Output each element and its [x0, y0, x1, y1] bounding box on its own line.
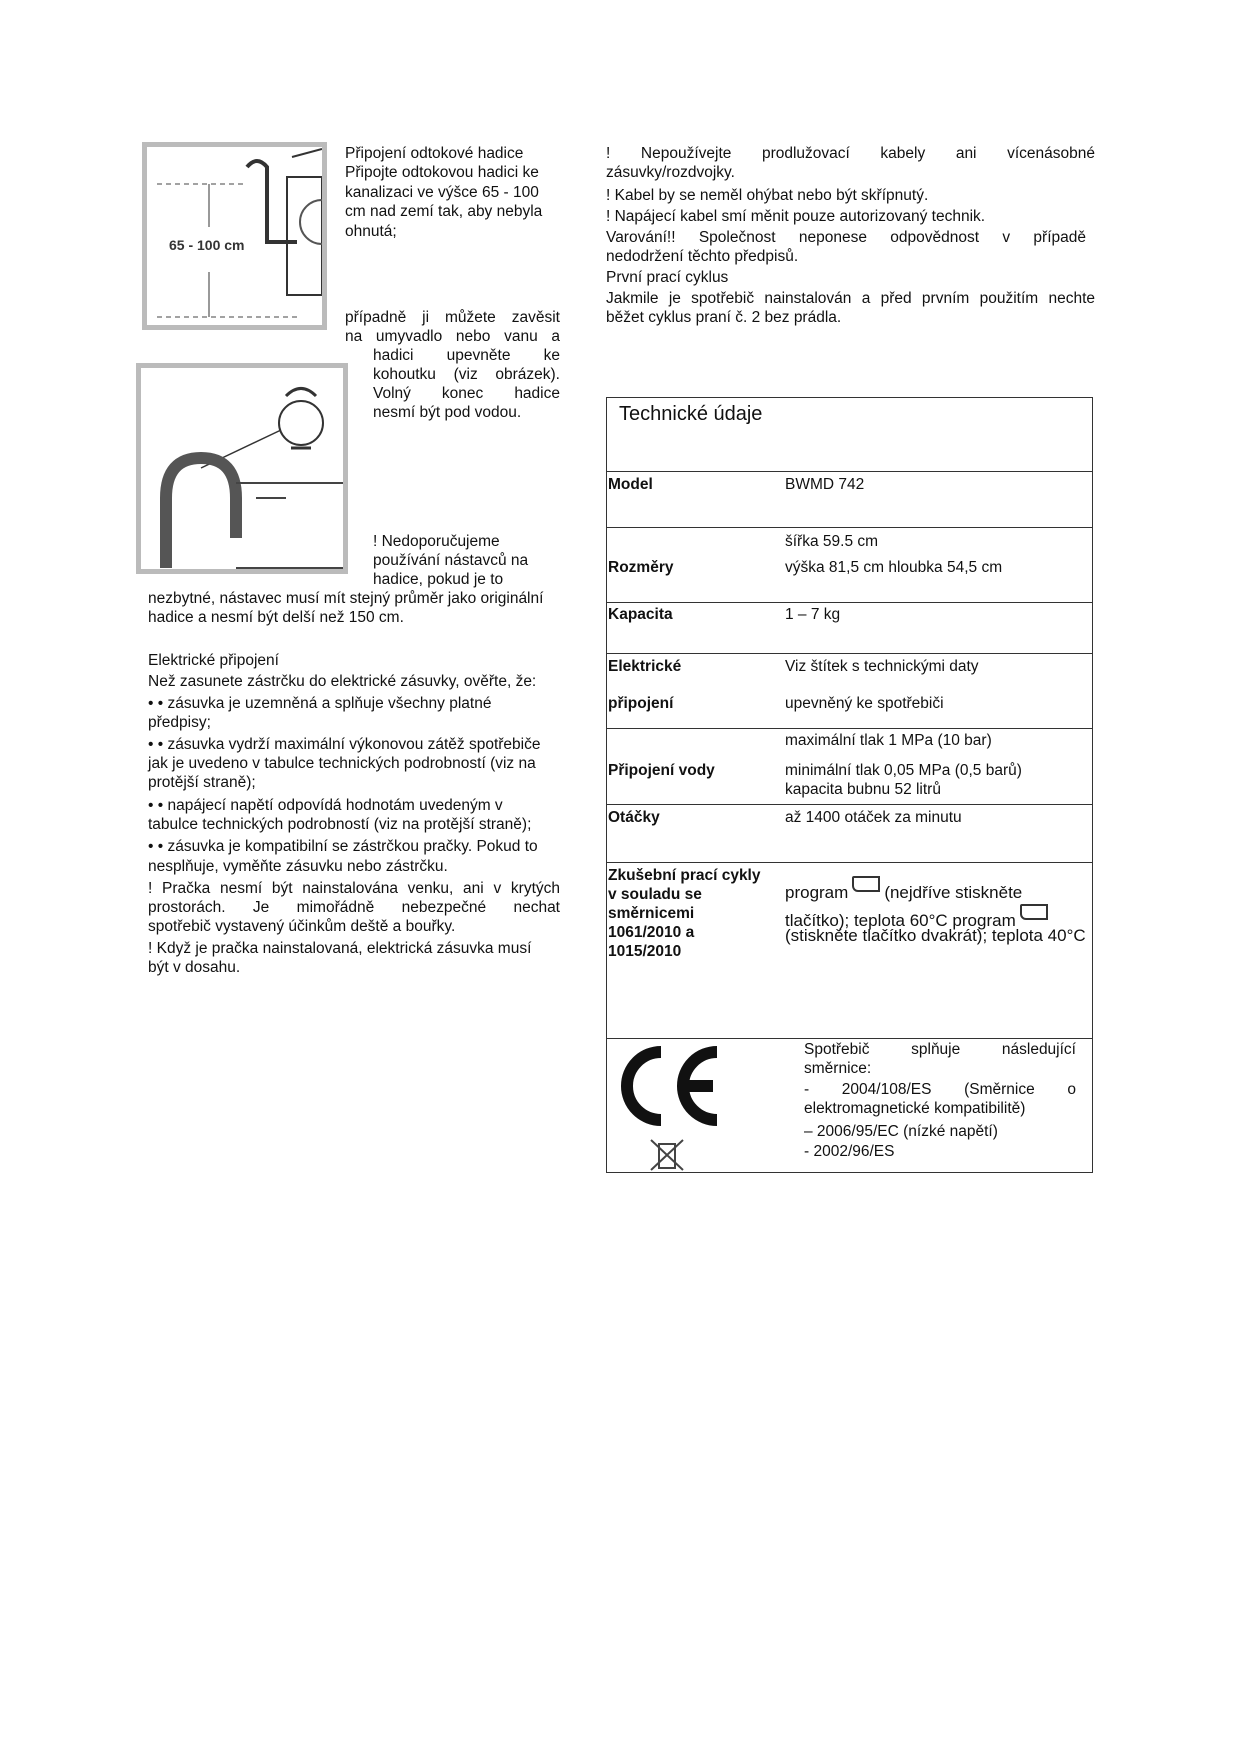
electric-text: protější straně);: [148, 774, 256, 791]
right-column-text: Varování!! Společnost neponese odpovědnost v případě: [606, 229, 1086, 246]
ce-logo: [617, 1046, 723, 1126]
drain-height-label: 65 - 100 cm: [169, 237, 245, 253]
drain-height-figure: [142, 142, 327, 330]
hose-hook-figure: [136, 363, 348, 574]
electric-text: • • zásuvka vydrží maximální výkonovou zátěž spotřebiče: [148, 736, 541, 753]
right-column-text: běžet cyklus praní č. 2 bez prádla.: [606, 309, 842, 326]
drain-text: ohnutá;: [345, 223, 397, 240]
extension-text: ! Nedoporučujeme: [373, 533, 500, 550]
hang-text: nesmí být pod vodou.: [373, 404, 522, 421]
electric-text: prostorách. Je mimořádně nebezpečné nechat: [148, 899, 560, 916]
electric-text: předpisy;: [148, 714, 211, 731]
ce-text: – 2006/95/EC (nízké napětí): [804, 1123, 998, 1140]
water-min: minimální tlak 0,05 MPa (0,5 barů): [785, 762, 1022, 779]
test-label: směrnicemi: [608, 905, 695, 922]
electric-text: • • zásuvka je kompatibilní se zástrčkou pračky. Pokud to: [148, 838, 538, 855]
electric-value: upevněný ke spotřebiči: [785, 695, 944, 712]
ce-text: - 2002/96/ES: [804, 1143, 895, 1160]
test-text: (nejdříve stiskněte: [884, 883, 1023, 902]
capacity-label: Kapacita: [608, 606, 673, 623]
electric-text: tabulce technických podrobností (viz na protější straně);: [148, 816, 532, 833]
right-column-text: nedodržení těchto předpisů.: [606, 248, 799, 265]
drum-capacity: kapacita bubnu 52 litrů: [785, 781, 941, 798]
dims-label: Rozměry: [608, 559, 674, 576]
right-column-text: Jakmile je spotřebič nainstalován a před prvním použitím nechte: [606, 290, 1095, 307]
program-button-icon: [1020, 904, 1048, 920]
electric-text: spotřebič vystavený účinkům deště a bouřky.: [148, 918, 456, 935]
hang-text: případně ji můžete zavěsit: [345, 309, 560, 326]
electric-text: nesplňuje, vyměňte zásuvku nebo zástrčku.: [148, 858, 448, 875]
technical-data-table: [606, 397, 1093, 1173]
test-label: 1015/2010: [608, 943, 682, 960]
hang-text: hadici upevněte ke: [373, 347, 560, 364]
right-column-text: ! Napájecí kabel smí měnit pouze autorizovaný technik.: [606, 208, 986, 225]
drain-text: kanalizaci ve výšce 65 - 100: [345, 184, 539, 201]
capacity-value: 1 – 7 kg: [785, 606, 841, 623]
weee-bin-icon: [649, 1138, 685, 1172]
test-text: tlačítko); teplota 60°C program: [785, 911, 1016, 930]
dims-height-depth: výška 81,5 cm hloubka 54,5 cm: [785, 559, 1003, 576]
test-text: (stiskněte tlačítko dvakrát); teplota 40°C: [785, 926, 1086, 945]
model-label: Model: [608, 476, 653, 493]
program-button-icon: [852, 876, 880, 892]
right-column-text: První prací cyklus: [606, 269, 729, 286]
electric-label: připojení: [608, 695, 674, 712]
drain-text: Připojte odtokovou hadici ke: [345, 164, 539, 181]
electric-title: Elektrické připojení: [148, 652, 279, 669]
electric-text: být v dosahu.: [148, 959, 241, 976]
electric-text: jak je uvedeno v tabulce technických podrobností (viz na: [148, 755, 536, 772]
hang-text: Volný konec hadice: [373, 385, 560, 402]
dims-width: šířka 59.5 cm: [785, 533, 879, 550]
extension-text: hadice, pokud je to: [373, 571, 504, 588]
extension-text: nezbytné, nástavec musí mít stejný průměr jako originální: [148, 590, 544, 607]
test-label: Zkušební prací cykly: [608, 867, 761, 884]
ce-text: elektromagnetické kompatibilitě): [804, 1100, 1026, 1117]
water-label: Připojení vody: [608, 762, 715, 779]
hang-text: na umyvadlo nebo vanu a: [345, 328, 560, 345]
model-value: BWMD 742: [785, 476, 865, 493]
extension-text: hadice a nesmí být delší než 150 cm.: [148, 609, 404, 626]
electric-text: • • zásuvka je uzemněná a splňuje všechny platné: [148, 695, 492, 712]
electric-text: Než zasunete zástrčku do elektrické zásuvky, ověřte, že:: [148, 673, 537, 690]
electric-text: • • napájecí napětí odpovídá hodnotám uvedeným v: [148, 797, 503, 814]
test-text: program: [785, 883, 849, 902]
electric-value: Viz štítek s technickými daty: [785, 658, 979, 675]
drain-text: cm nad zemí tak, aby nebyla: [345, 203, 543, 220]
drain-title: Připojení odtokové hadice: [345, 145, 524, 162]
electric-label: Elektrické: [608, 658, 682, 675]
rpm-label: Otáčky: [608, 809, 660, 826]
test-label: v souladu se: [608, 886, 702, 903]
right-column-text: ! Nepoužívejte prodlužovací kabely ani vícenásobné: [606, 145, 1095, 162]
right-column-text: ! Kabel by se neměl ohýbat nebo být skřípnutý.: [606, 187, 929, 204]
ce-text: směrnice:: [804, 1060, 872, 1077]
electric-text: ! Když je pračka nainstalovaná, elektrická zásuvka musí: [148, 940, 532, 957]
hang-text: kohoutku (viz obrázek).: [373, 366, 560, 383]
ce-text: Spotřebič splňuje následující: [804, 1041, 1076, 1058]
electric-text: ! Pračka nesmí být nainstalována venku, ani v krytých: [148, 880, 560, 897]
ce-text: - 2004/108/ES (Směrnice o: [804, 1081, 1076, 1098]
table-title: Technické údaje: [619, 403, 763, 425]
test-label: 1061/2010 a: [608, 924, 695, 941]
test-line: [785, 876, 1022, 902]
extension-text: používání nástavců na: [373, 552, 529, 569]
rpm-value: až 1400 otáček za minutu: [785, 809, 962, 826]
right-column-text: zásuvky/rozdvojky.: [606, 164, 735, 181]
water-max: maximální tlak 1 MPa (10 bar): [785, 732, 992, 749]
